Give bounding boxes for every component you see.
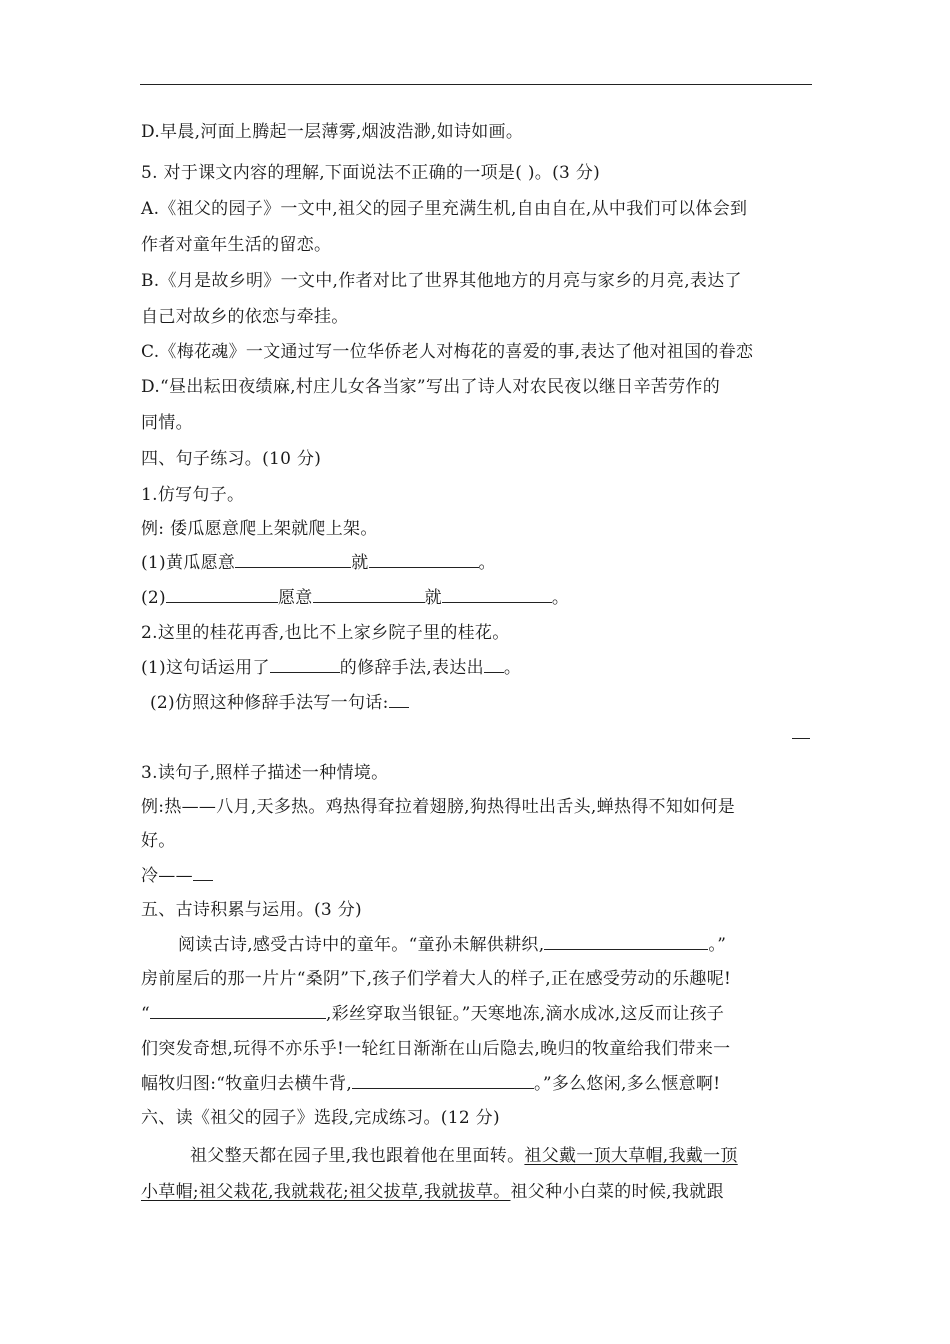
answer-blank[interactable]	[369, 551, 479, 568]
answer-blank[interactable]	[150, 1002, 326, 1019]
example-hot-line1: 例:热——八月,天多热。鸡热得耷拉着翅膀,狗热得吐出舌头,蝉热得不知如何是	[141, 797, 736, 817]
question-4-2-2	[150, 691, 409, 715]
text: 祖父种小白菜的时候,我就跟	[510, 1182, 724, 1202]
text: 。	[503, 658, 522, 678]
poem-para-line4: 们突发奇想,玩得不亦乐乎!一轮红日渐渐在山后隐去,晚归的牧童给我们带来一	[141, 1039, 731, 1059]
answer-blank[interactable]	[484, 656, 504, 673]
poem-para-line3	[141, 1002, 724, 1026]
answer-blank-end[interactable]	[792, 738, 810, 739]
option-a-line2: 作者对童年生活的留恋。	[141, 235, 332, 255]
section-4-heading: 四、句子练习。(10 分)	[141, 449, 322, 469]
question-4-3: 3.读句子,照样子描述一种情境。	[141, 763, 389, 783]
option-d-line1: D.“昼出耘田夜绩麻,村庄儿女各当家”写出了诗人对农民夜以继日辛苦劳作的	[141, 377, 721, 397]
section-5-heading: 五、古诗积累与运用。(3 分)	[141, 900, 362, 920]
answer-blank[interactable]	[166, 586, 278, 603]
text: “	[141, 1004, 150, 1024]
answer-blank[interactable]	[352, 1072, 534, 1089]
underlined-text: 祖父戴一顶大草帽,我戴一顶	[524, 1146, 738, 1166]
poem-para-line5	[141, 1072, 720, 1096]
answer-blank[interactable]	[544, 933, 708, 950]
text: (1)黄瓜愿意	[141, 553, 236, 573]
underlined-text: 小草帽;祖父栽花,我就栽花;祖父拔草,我就拔草。	[141, 1182, 511, 1202]
text: (1)这句话运用了	[141, 658, 270, 678]
text: 就	[424, 588, 442, 608]
option-a-line1: A.《祖父的园子》一文中,祖父的园子里充满生机,自由自在,从中我们可以体会到	[141, 199, 748, 219]
text: 愿意	[277, 588, 313, 608]
poem-para-line2: 房前屋后的那一片片“桑阴”下,孩子们学着大人的样子,正在感受劳动的乐趣呢!	[141, 969, 732, 989]
poem-para-line1	[178, 933, 726, 957]
question-4-2: 2.这里的桂花再香,也比不上家乡院子里的桂花。	[141, 623, 510, 643]
text: 。	[551, 588, 570, 608]
text: 幅牧归图:“牧童归去横牛背,	[141, 1074, 353, 1094]
fill-line-2	[141, 586, 569, 610]
text: 。	[478, 553, 496, 573]
text: (2)	[141, 588, 166, 608]
option-d-prev: D.早晨,河面上腾起一层薄雾,烟波浩渺,如诗如画。	[141, 122, 524, 142]
passage-line1	[190, 1144, 738, 1168]
answer-blank[interactable]	[235, 551, 351, 568]
option-d-line2: 同情。	[141, 413, 193, 433]
passage-line2	[141, 1180, 724, 1204]
example-hot-line2: 好。	[141, 831, 176, 851]
section-6-heading: 六、读《祖父的园子》选段,完成练习。(12 分)	[141, 1108, 500, 1128]
text: 冷——	[141, 866, 193, 886]
header-rule	[140, 84, 812, 85]
example-sentence: 例: 倭瓜愿意爬上架就爬上架。	[141, 519, 378, 539]
text: 就	[351, 553, 369, 573]
question-5: 5. 对于课文内容的理解,下面说法不正确的一项是( )。(3 分)	[141, 163, 601, 183]
answer-blank[interactable]	[313, 586, 425, 603]
text: 祖父整天都在园子里,我也跟着他在里面转。	[190, 1146, 525, 1166]
question-4-2-1	[141, 656, 521, 680]
fill-line-1	[141, 551, 496, 575]
text: 阅读古诗,感受古诗中的童年。“童孙未解供耕织,	[178, 935, 545, 955]
option-b-line2: 自己对故乡的依恋与牵挂。	[141, 307, 349, 327]
text: 的修辞手法,表达出	[339, 658, 484, 678]
option-c: C.《梅花魂》一文通过写一位华侨老人对梅花的喜爱的事,表达了他对祖国的眷恋	[141, 342, 754, 362]
question-4-1: 1.仿写句子。	[141, 485, 245, 505]
text: 。”多么悠闲,多么惬意啊!	[534, 1074, 721, 1094]
option-b-line1: B.《月是故乡明》一文中,作者对比了世界其他地方的月亮与家乡的月亮,表达了	[141, 271, 742, 291]
text: ,彩丝穿取当银钲。”天寒地冻,滴水成冰,这反而让孩子	[326, 1004, 725, 1024]
text: 。”	[708, 935, 727, 955]
answer-blank[interactable]	[193, 864, 213, 881]
answer-blank[interactable]	[442, 586, 552, 603]
text: (2)仿照这种修辞手法写一句话:	[150, 693, 389, 713]
answer-blank[interactable]	[270, 656, 340, 673]
answer-blank[interactable]	[389, 691, 409, 708]
cold-prompt	[141, 864, 213, 888]
